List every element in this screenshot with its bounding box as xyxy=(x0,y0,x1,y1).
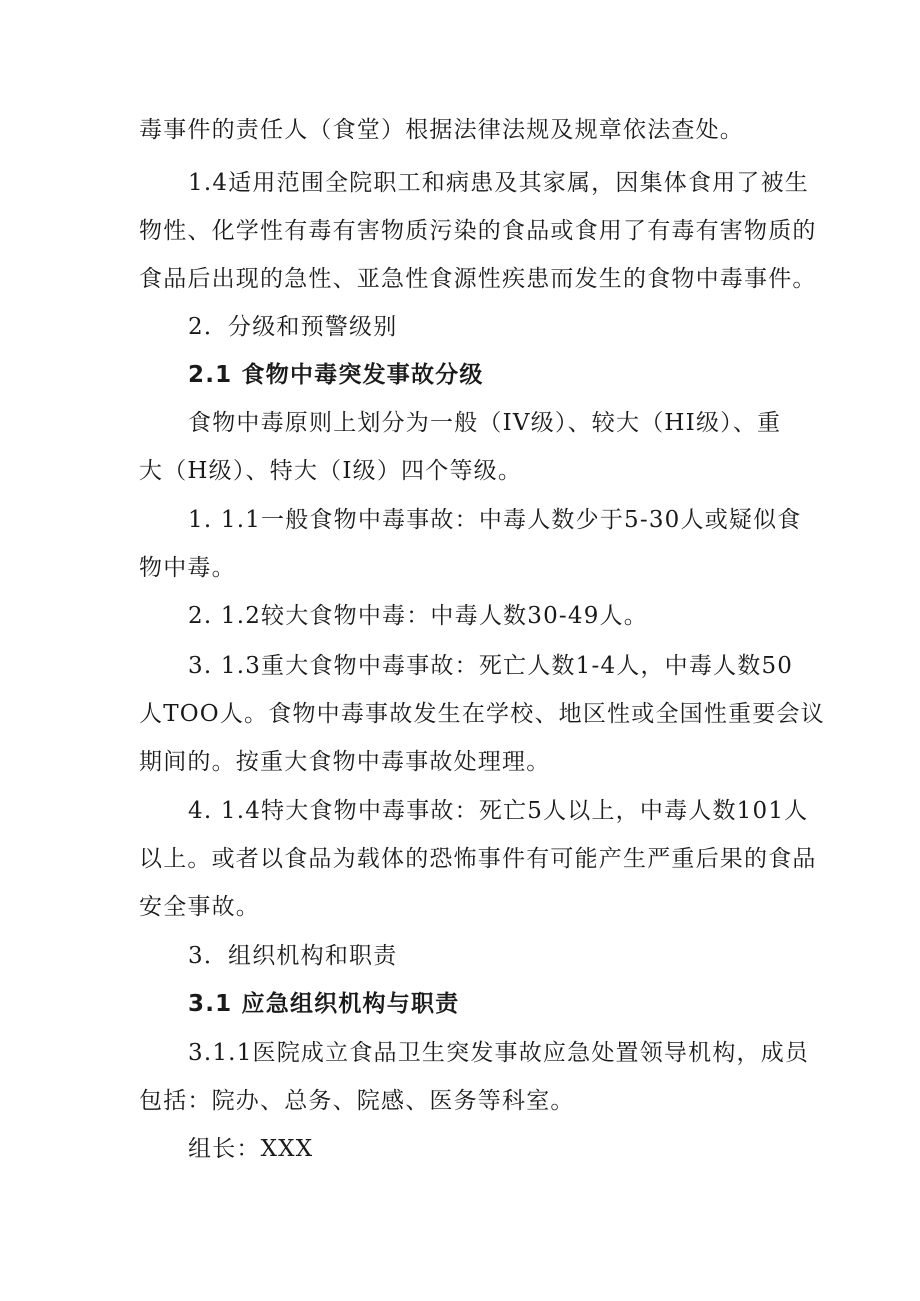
text-line-17: 安全事故。 xyxy=(139,894,260,920)
text-line-3: 物性、化学性有毒有害物质污染的食品或食用了有毒有害物质的 xyxy=(139,218,817,244)
text-line-12: 3. 1.3重大食物中毒事故：死亡人数1-4人，中毒人数50 xyxy=(188,653,794,679)
text-line-10: 物中毒。 xyxy=(139,555,236,581)
text-line-22: 组长：XXX xyxy=(188,1136,314,1162)
text-line-15: 4. 1.4特大食物中毒事故：死亡5人以上，中毒人数101人 xyxy=(188,798,809,824)
section-heading-2: 2．分级和预警级别 xyxy=(188,314,398,340)
text-line-14: 期间的。按重大食物中毒事故处理理。 xyxy=(139,749,551,775)
subsection-heading-2-1: 2.1 食物中毒突发事故分级 xyxy=(188,362,484,388)
text-line-7: 食物中毒原则上划分为一般（IV级）、较大（HI级）、重 xyxy=(188,410,782,436)
text-line-16: 以上。或者以食品为载体的恐怖事件有可能产生严重后果的食品 xyxy=(139,846,817,872)
text-line-8: 大（H级）、特大（I级）四个等级。 xyxy=(139,458,523,484)
text-line-11: 2. 1.2较大食物中毒：中毒人数30-49人。 xyxy=(188,603,648,629)
text-line-2: 1.4适用范围全院职工和病患及其家属，因集体食用了被生 xyxy=(188,170,809,196)
text-line-1: 毒事件的责任人（食堂）根据法律法规及规章依法查处。 xyxy=(139,117,744,143)
subsection-heading-3-1: 3.1 应急组织机构与职责 xyxy=(188,991,460,1017)
text-line-21: 包括：院办、总务、院感、医务等科室。 xyxy=(139,1088,575,1114)
section-heading-3: 3．组织机构和职责 xyxy=(188,943,398,969)
text-line-9: 1. 1.1一般食物中毒事故：中毒人数少于5-30人或疑似食 xyxy=(188,507,802,533)
text-line-13: 人TOO人。食物中毒事故发生在学校、地区性或全国性重要会议 xyxy=(139,701,825,727)
text-line-4: 食品后出现的急性、亚急性食源性疾患而发生的食物中毒事件。 xyxy=(139,266,817,292)
text-line-20: 3.1.1医院成立食品卫生突发事故应急处置领导机构，成员 xyxy=(188,1040,810,1066)
